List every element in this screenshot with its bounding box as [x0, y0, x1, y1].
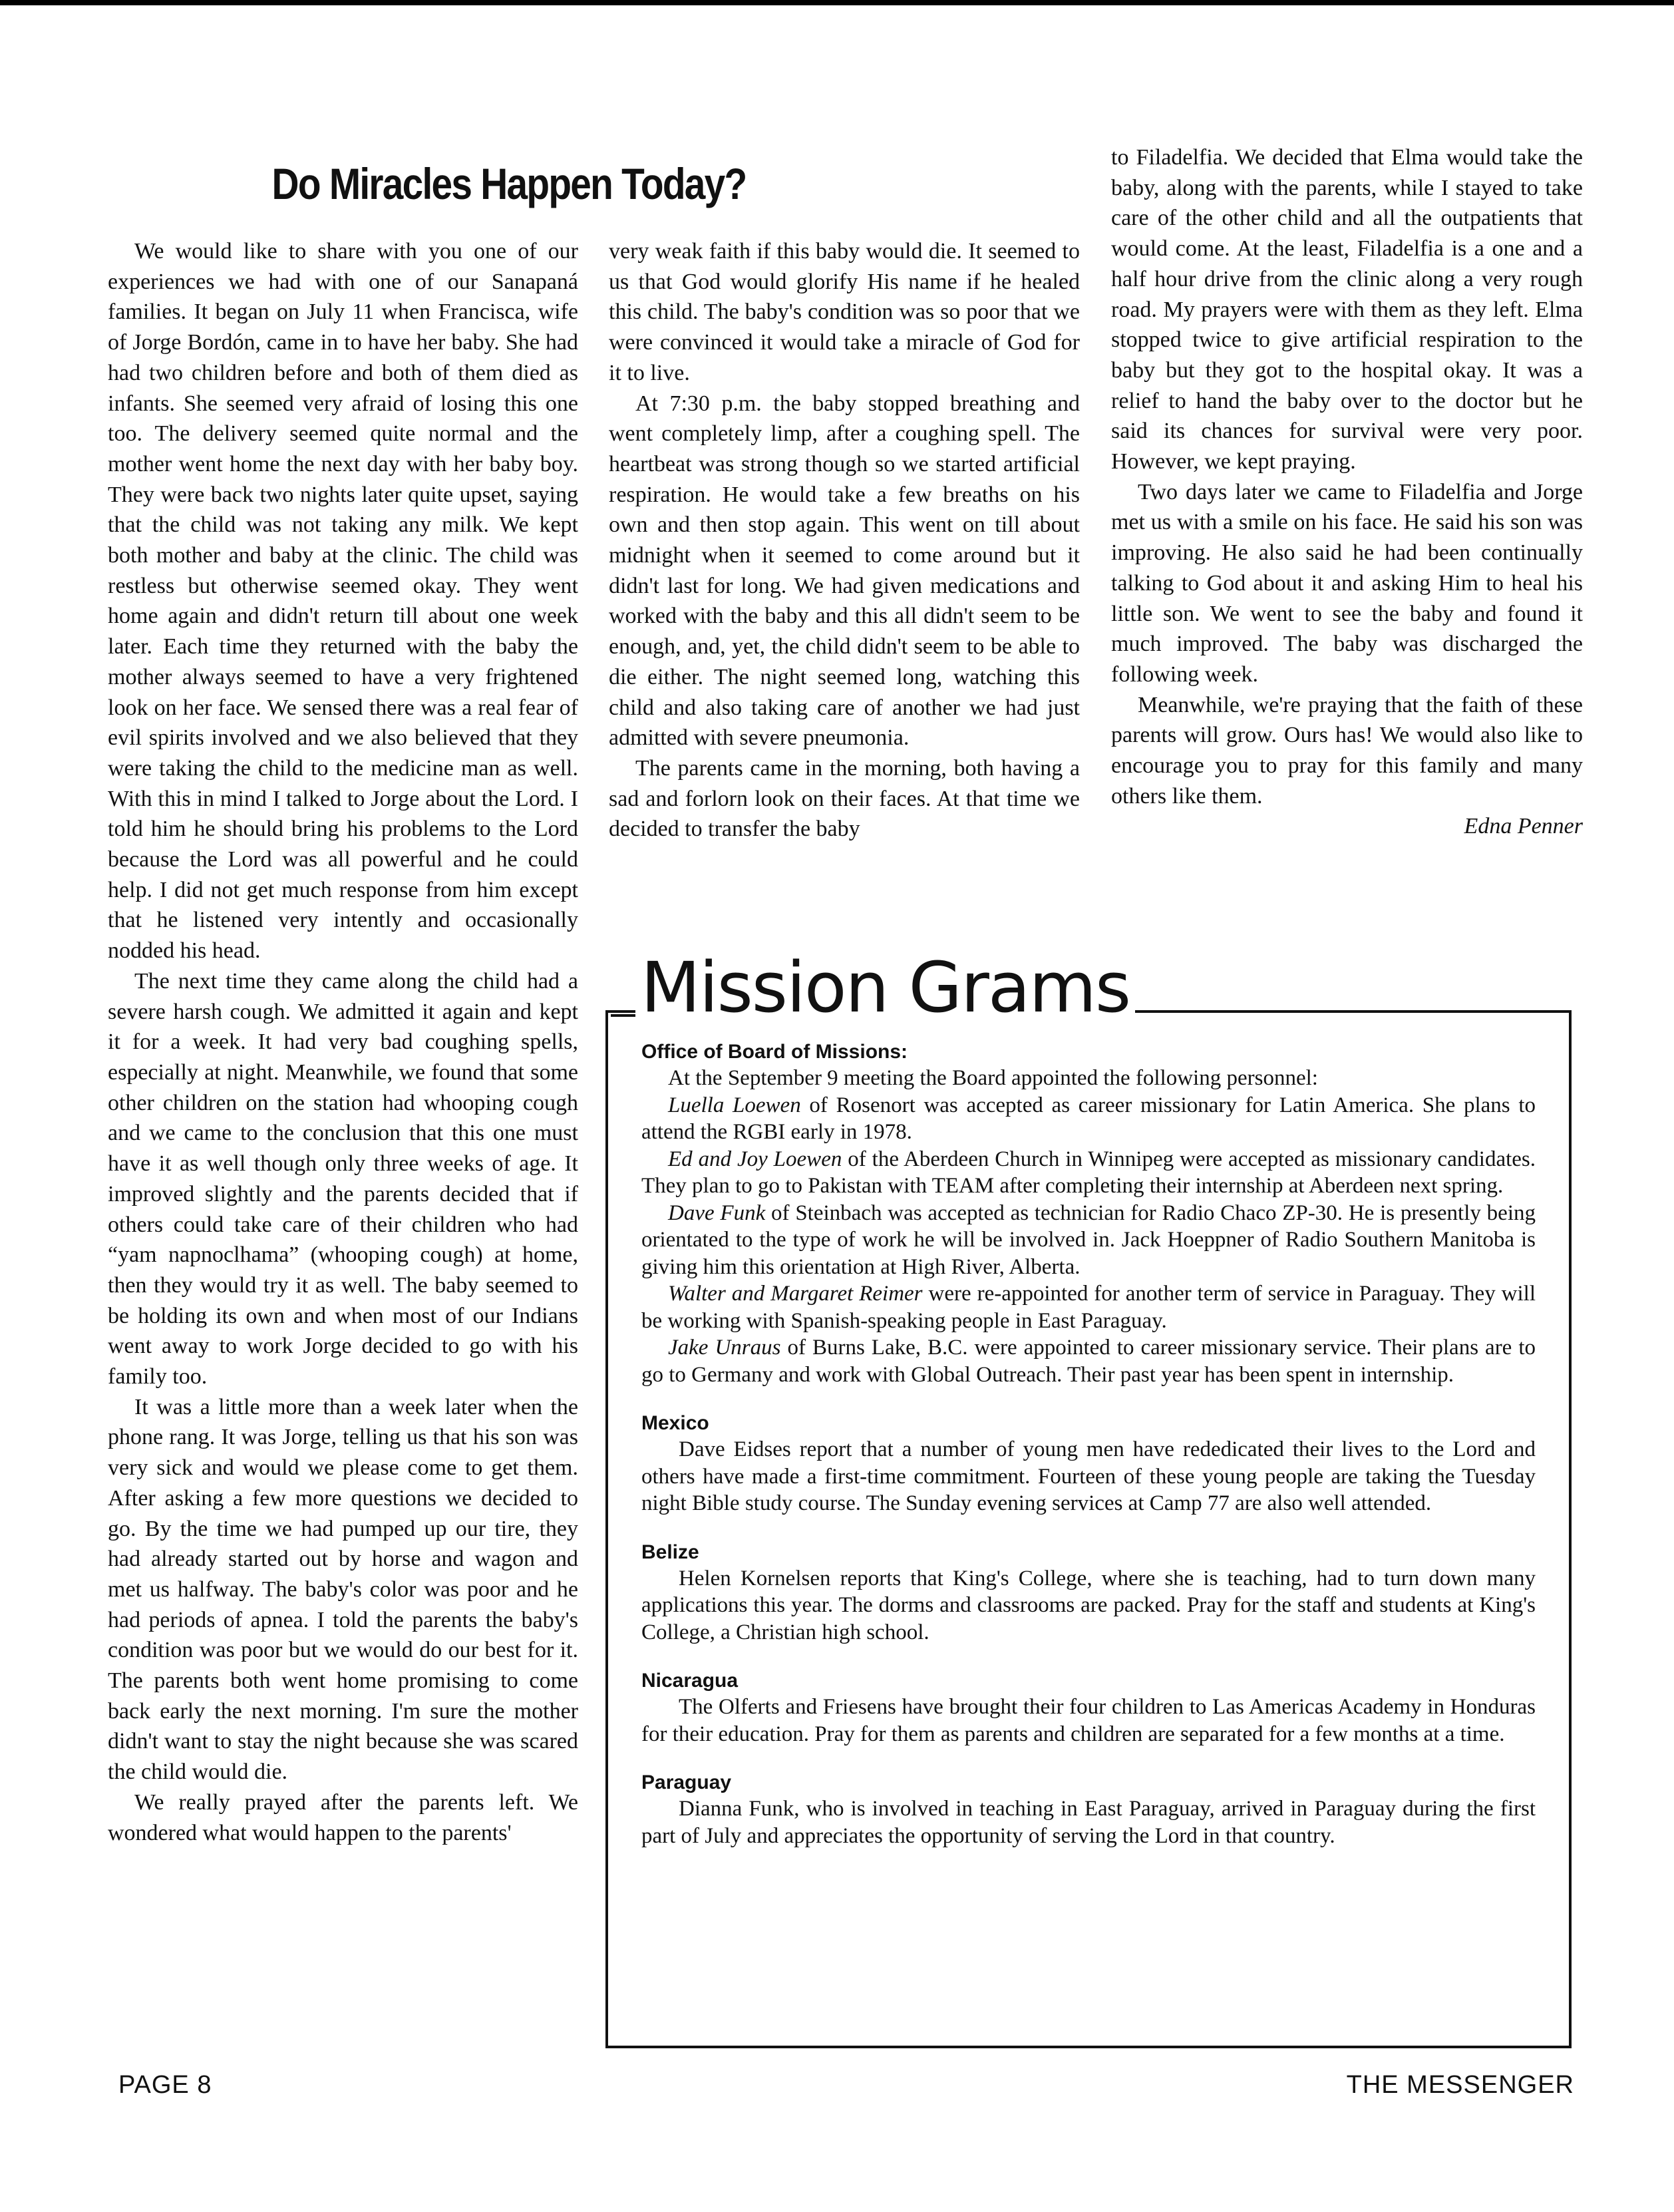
office-entry: Luella Loewen of Rosenort was accepted as career missionary for Latin America. She plans to attend the RGBI early in 1978.: [641, 1093, 1536, 1144]
article-paragraph: Two days later we came to Filadelfia and Jorge met us with a smile on his face. He said his son was improving. He also said he had been continually talking to God about it and asking Him to heal his little son. We went to see the baby and found it much improved. The baby was discharged the following week.: [1111, 479, 1583, 687]
article-paragraph: At 7:30 p.m. the baby stopped breathing and went completely limp, after a coughing spell. The heartbeat was strong though so we started artificial respiration. He would take a few breaths on his own and then stop again. This went on till about midnight when it seemed to come around but it didn't last for long. We had given medications and worked with the baby and this all didn't seem to be enough, and, yet, the child didn't seem to be able to die either. The night seemed long, watching this child and also taking care of another we had just admitted with severe pneumonia.: [609, 391, 1080, 751]
section-heading: Belize: [641, 1541, 699, 1563]
section-text: Dave Eidses report that a number of young men have rededicated their lives to the Lord and others have made a first-time commitment. Fourteen of these young people are taking the Tuesday night Bible study course. The Sunday evening services at Camp 77 are also well attended.: [641, 1437, 1536, 1515]
section-heading: Office of Board of Missions:: [641, 1041, 908, 1063]
office-section: [641, 1039, 1536, 1388]
office-entry: Dave Funk of Steinbach was accepted as technician for Radio Chaco ZP-30. He is presently being orientated to the type of work he will be involved in. Jack Hoeppner of Radio Southern Manitoba is giving him this orientation at High River, Alberta.: [641, 1200, 1536, 1279]
article-paragraph: The parents came in the morning, both having a sad and forlorn look on their faces. At that time we decided to transfer the baby: [609, 755, 1080, 842]
section-text: The Olferts and Friesens have brought their four children to Las Americas Academy in Honduras for their education. Pray for them as parents and children are separated for a few months at a time.: [641, 1695, 1536, 1746]
article-paragraph: We really prayed after the parents left. We wondered what would happen to the parents': [108, 1789, 578, 1845]
article-column-2: [609, 236, 1080, 844]
article-paragraph: The next time they came along the child had a severe harsh cough. We admitted it again and kept it for a week. It had very bad coughing spells, especially at night. Meanwhile, we found that some other children on the station had whooping cough and we came to the conclusion that this one must have it as well though only three weeks of age. It improved slightly and the parents decided that if others could take care of their children who had “yam napnoclhama” (whooping cough) at home, then they would try it as well. The baby seemed to be holding its own and when most of our Indians went away to work Jorge decided to go with his family too.: [108, 968, 578, 1389]
person-name: Luella Loewen: [668, 1093, 801, 1117]
person-name: Jake Unraus: [668, 1336, 781, 1360]
section-heading: Paraguay: [641, 1771, 732, 1793]
section-heading: Mexico: [641, 1412, 709, 1434]
page-number: PAGE 8: [118, 2071, 212, 2099]
mission-grams-heading: Mission Grams: [635, 953, 1135, 1022]
article-paragraph: Meanwhile, we're praying that the faith of these parents will grow. Ours has! We would also like to encourage you to pray for this family and many others like them.: [1111, 692, 1583, 809]
office-entry: Ed and Joy Loewen of the Aberdeen Church in Winnipeg were accepted as missionary candidates. They plan to go to Pakistan with TEAM after completing their internship at Aberdeen next spring.: [641, 1147, 1536, 1198]
person-name: Dave Funk: [668, 1200, 766, 1225]
paraguay-section: [641, 1770, 1536, 1849]
article-paragraph: We would like to share with you one of our experiences we had with one of our Sanapaná families. It began on July 11 when Francisca, wife of Jorge Bordón, came in to have her baby. She had had two children before and both of them died as infants. She seemed very afraid of losing this one too. The delivery seemed quite normal and the mother went home the next day with her baby boy. They were back two nights later quite upset, saying that the child was not taking any milk. We kept both mother and baby at the clinic. The child was restless but otherwise seemed okay. They went home again and didn't return till about one week later. Each time they returned with the baby the mother always seemed to have a very frightened look on her face. We sensed there was a real fear of evil spirits involved and we also believed that they were taking the child to the medicine man as well. With this in mind I talked to Jorge about the Lord. I told him he should bring his problems to the Lord because the Lord was all powerful and he could help. I did not get much response from him except that he listened very intently and occasionally nodded his head.: [108, 239, 578, 964]
article-paragraph: It was a little more than a week later when the phone rang. It was Jorge, telling us that his son was very sick and would we please come to get them. After asking a few more questions we decided to go. By the time we had pumped up our tire, they had already started out by horse and wagon and met us halfway. The baby's color was poor and he had periods of apnea. I told the parents the baby's condition was poor but we would do our best for it. The parents both went home promising to come back early the next morning. I'm sure the mother didn't want to stay the night because she was scared the child would die.: [108, 1394, 578, 1785]
article-paragraph: to Filadelfia. We decided that Elma would take the baby, along with the parents, while I stayed to take care of the other child and all the outpatients that would come. At the least, Filadelfia is a one and a half hour drive from the clinic along a very rough road. My prayers were with them as they left. Elma stopped twice to give artificial respiration to the baby but they got to the hospital okay. It was a relief to hand the baby over to the doctor but he said its chances for survival were very poor. However, we kept praying.: [1111, 145, 1583, 474]
author-signature: Edna Penner: [1464, 814, 1583, 839]
publication-name: THE MESSENGER: [1346, 2071, 1574, 2099]
section-text: Dianna Funk, who is involved in teaching in East Paraguay, arrived in Paraguay during the first part of July and appreciates the opportunity of serving the Lord in that country.: [641, 1797, 1536, 1848]
section-heading: Nicaragua: [641, 1670, 739, 1692]
mexico-section: [641, 1411, 1536, 1517]
article-column-3: [1111, 142, 1583, 842]
belize-section: [641, 1540, 1536, 1646]
article-paragraph: very weak faith if this baby would die. It seemed to us that God would glorify His name if he healed this child. The baby's condition was so poor that we were convinced it would take a miracle of God for it to live.: [609, 239, 1080, 385]
person-name: Walter and Margaret Reimer: [668, 1282, 923, 1306]
article-title: Do Miracles Happen Today?: [271, 159, 747, 208]
top-edge-rule: [0, 0, 1674, 5]
mission-grams-box: [605, 1010, 1572, 2048]
article-column-1: [108, 236, 578, 1848]
person-name: Ed and Joy Loewen: [668, 1147, 842, 1171]
office-intro: At the September 9 meeting the Board appointed the following personnel:: [668, 1066, 1318, 1090]
section-text: Helen Kornelsen reports that King's College, where she is teaching, had to turn down many applications this year. The dorms and classrooms are packed. Pray for the staff and students at King's College, a Christian high school.: [641, 1566, 1536, 1644]
office-entry: Jake Unraus of Burns Lake, B.C. were appointed to career missionary service. Their plans are to go to Germany and work with Global Outreach. Their past year has been spent in internship.: [641, 1336, 1536, 1387]
office-entry: Walter and Margaret Reimer were re-appointed for another term of service in Paraguay. They will be working with Spanish-speaking people in East Paraguay.: [641, 1282, 1536, 1333]
nicaragua-section: [641, 1668, 1536, 1748]
